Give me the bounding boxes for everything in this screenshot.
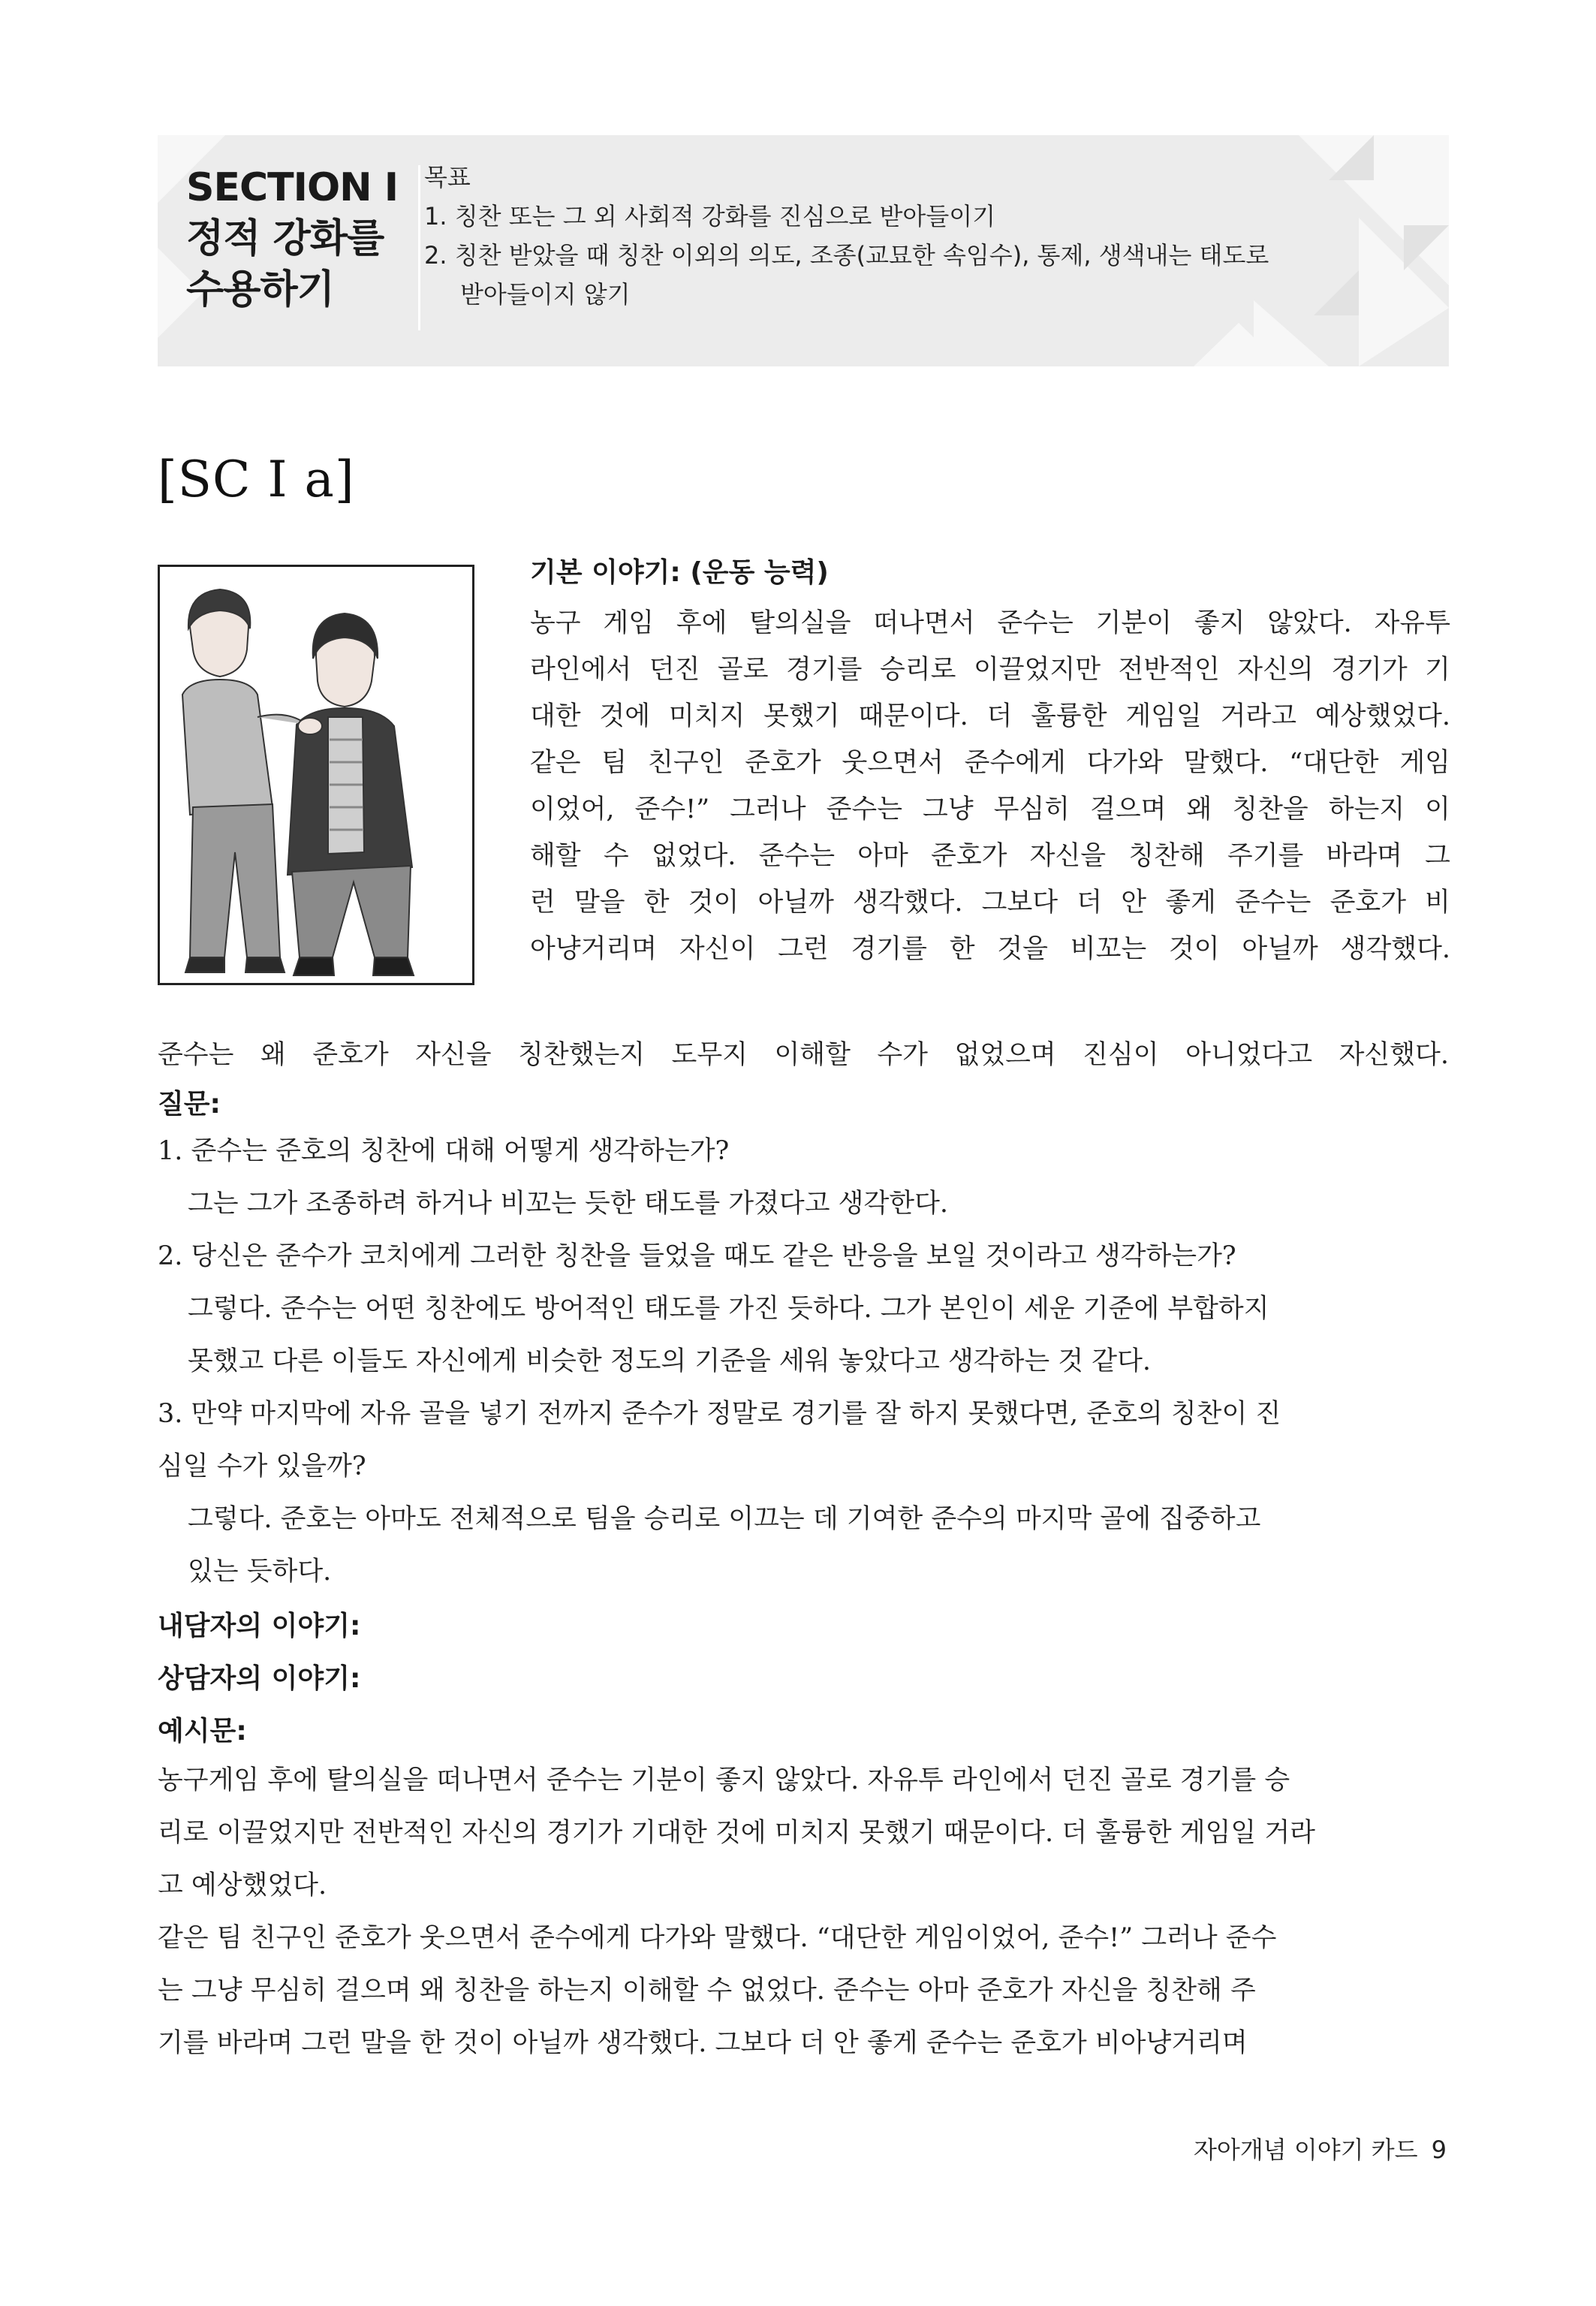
book-title: 자아개념 이야기 카드 (1194, 2136, 1418, 2164)
question-2: 2. 당신은 준수가 코치에게 그러한 칭찬을 들었을 때도 같은 반응을 보일 것이라고 생각하는가? (158, 1241, 1236, 1271)
example-line: 기를 바라며 그런 말을 한 것이 아닐까 생각했다. 그보다 더 안 좋게 준수는 준호가 비아냥거리며 (158, 2028, 1248, 2058)
story-line: 농구 게임 후에 탈의실을 떠나면서 준수는 기분이 좋지 않았다. 자유투 (530, 608, 1450, 638)
header-divider (418, 165, 420, 330)
goal-item: 1. 칭찬 또는 그 외 사회적 강화를 진심으로 받아들이기 (424, 202, 996, 231)
goal-item: 2. 칭찬 받았을 때 칭찬 이외의 의도, 조종(교묘한 속임수), 통제, 생색내는 태도로 (424, 241, 1269, 270)
questions-label: 질문: (158, 1089, 221, 1120)
example-line: 고 예상했었다. (158, 1870, 327, 1901)
example-line: 농구게임 후에 탈의실을 떠나면서 준수는 기분이 좋지 않았다. 자유투 라인에서 던진 골로 경기를 승 (158, 1765, 1290, 1795)
section-title-line1: 정적 강화를 (186, 216, 384, 261)
page-footer (1194, 2131, 1447, 2166)
story-line: 아냥거리며 자신이 그런 경기를 한 것을 비꼬는 것이 아닐까 생각했다. (530, 934, 1450, 964)
example-line: 리로 이끌었지만 전반적인 자신의 경기가 기대한 것에 미치지 못했기 때문이다. 더 훌륭한 게임일 거라 (158, 1818, 1315, 1848)
story-line: 해할 수 없었다. 준수는 아마 준호가 자신을 칭찬해 주기를 바라며 그 (530, 841, 1450, 871)
illustration-drawing (160, 567, 472, 983)
story-line: 이었어, 준수!” 그러나 준수는 그냥 무심히 걸으며 왜 칭찬을 하는지 이 (530, 794, 1450, 824)
story-line: 같은 팀 친구인 준호가 웃으면서 준수에게 다가와 말했다. “대단한 게임 (530, 748, 1450, 778)
answer-3: 그렇다. 준호는 아마도 전체적으로 팀을 승리로 이끄는 데 기여한 준수의 마지막 골에 집중하고 (188, 1504, 1261, 1534)
story-line: 런 말을 한 것이 아닐까 생각했다. 그보다 더 안 좋게 준수는 준호가 비 (530, 888, 1450, 918)
story-card-title: [SC I a] (158, 451, 355, 508)
section-title-line2: 수용하기 (186, 267, 334, 312)
story-line: 라인에서 던진 골로 경기를 승리로 이끌었지만 전반적인 자신의 경기가 기 (530, 655, 1450, 685)
question-1: 1. 준수는 준호의 칭찬에 대해 어떻게 생각하는가? (158, 1136, 730, 1166)
example-line: 같은 팀 친구인 준호가 웃으면서 준수에게 다가와 말했다. “대단한 게임이었어, 준수!” 그러나 준수 (158, 1923, 1277, 1953)
story-line: 준수는 왜 준호가 자신을 칭찬했는지 도무지 이해할 수가 없었으며 진심이 아니었다고 자신했다. (158, 1040, 1449, 1070)
client-story-label: 내담자의 이야기: (158, 1611, 361, 1641)
goal-item-continued: 받아들이지 않기 (460, 280, 631, 309)
section-title (186, 162, 411, 315)
story-heading: 기본 이야기: (운동 능력) (530, 557, 829, 588)
goals-block (424, 158, 1400, 314)
section-header (158, 135, 1449, 366)
question-3: 3. 만약 마지막에 자유 골을 넣기 전까지 준수가 정말로 경기를 잘 하지 못했다면, 준호의 칭찬이 진 (158, 1399, 1281, 1429)
answer-1: 그는 그가 조종하려 하거나 비꼬는 듯한 태도를 가졌다고 생각한다. (188, 1189, 949, 1219)
answer-3-continued: 있는 듯하다. (188, 1557, 332, 1587)
answer-2-continued: 못했고 다른 이들도 자신에게 비슷한 정도의 기준을 세워 놓았다고 생각하는 것 같다. (188, 1346, 1152, 1376)
counselor-story-label: 상담자의 이야기: (158, 1663, 361, 1694)
example-line: 는 그냥 무심히 걸으며 왜 칭찬을 하는지 이해할 수 없었다. 준수는 아마 준호가 자신을 칭찬해 주 (158, 1976, 1256, 2006)
question-3-continued: 심일 수가 있을까? (158, 1451, 366, 1482)
page-number: 9 (1431, 2136, 1447, 2164)
story-text (530, 601, 1450, 973)
section-number: SECTION I (186, 165, 399, 210)
story-line: 대한 것에 미치지 못했기 때문이다. 더 훌륭한 게임일 거라고 예상했었다. (530, 701, 1450, 731)
story-last-line (158, 1032, 1449, 1078)
two-boys-illustration (158, 565, 474, 985)
example-label: 예시문: (158, 1716, 247, 1747)
goals-label: 목표 (424, 163, 471, 191)
answer-2: 그렇다. 준수는 어떤 칭찬에도 방어적인 태도를 가진 듯하다. 그가 본인이 세운 기준에 부합하지 (188, 1294, 1269, 1324)
